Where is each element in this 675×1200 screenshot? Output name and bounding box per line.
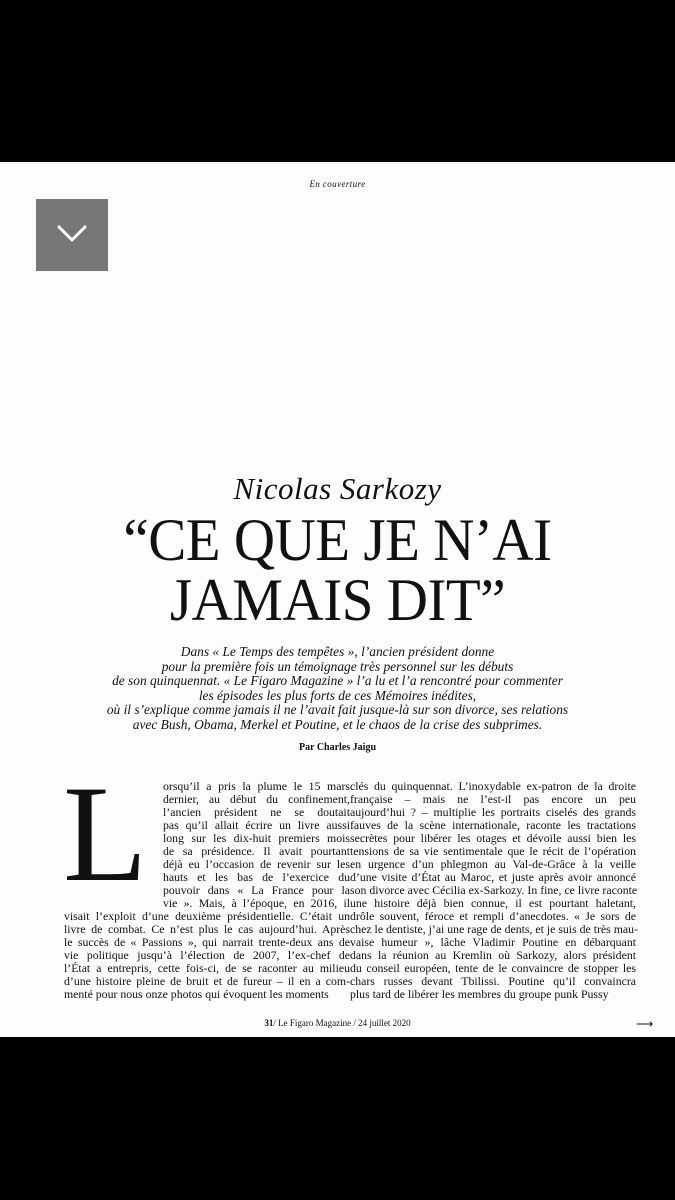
byline: Par Charles Jaigu (298, 742, 377, 753)
body-column-2 (350, 780, 636, 1001)
body-line: long sur les dix-huit premiers mois (163, 831, 350, 845)
body-line: chars russes devant Tbilissi. Poutine qu’il convaincra (350, 974, 636, 988)
body-line: l’ancien président ne se doutait (163, 805, 350, 819)
standfirst-line: de son quinquennat. « Le Figaro Magazine » l’a lu et l’a rencontré pour commenter (112, 673, 563, 689)
body-line: dans la réunion au Kremlin où Sarkozy, alors président (350, 948, 636, 962)
standfirst-line: Dans « Le Temps des tempêtes », l’ancien président donne (180, 644, 495, 659)
body-line: vie politique jusqu’à l’élection de 2007, l’ex-chef de (64, 948, 350, 962)
body-line: orsqu’il a pris la plume le 15 mars (163, 779, 350, 793)
body-line: plus tard de libérer les membres du groupe punk Pussy (350, 987, 609, 1001)
body-line: le succès de « Passions », qui narrait trente-deux ans de (64, 935, 350, 949)
page-number: 31 (264, 1018, 274, 1028)
body-line: drôle souvent, féroce et rempli d’anecdotes. « Je sors de (350, 909, 636, 923)
body-line: vie ». Mais, à l’époque, en 2016, il (163, 896, 350, 910)
drop-cap: L (63, 757, 148, 910)
body-line: son divorce avec Cécilia ex-Sarkozy. In fine, ce livre raconte (350, 883, 638, 897)
standfirst-line: pour la première fois un témoignage très personnel sur les débuts (161, 658, 514, 674)
standfirst-line: avec Bush, Obama, Merkel et Poutine, et le chaos de la crise des subprimes. (132, 716, 543, 732)
body-line: clés du quinquennat. L’inoxydable ex-patron de la droite (350, 779, 636, 793)
chevron-down-icon (57, 225, 87, 246)
standfirst-line: où il s’explique comme jamais il ne l’avait fait jusque-là sur son divorce, ses relations (106, 702, 569, 718)
body-line: française – mais ne l’est-il pas encore un peu (350, 792, 636, 806)
article-headline (17, 507, 658, 633)
body-line: vaise humeur », lâche Vladimir Poutine en débarquant (350, 935, 636, 949)
body-column-1 (64, 780, 350, 1001)
body-line: aujourd’hui ? – multiplie les portraits ciselés des grands (350, 805, 636, 819)
body-line: pouvoir dans « La France pour la (163, 883, 350, 897)
collapse-button[interactable] (36, 199, 108, 271)
headline-line: “CE QUE JE N’AI (123, 507, 552, 573)
body-line: dernier, au début du confinement, (163, 792, 350, 806)
standfirst-line: les épisodes les plus forts de ces Mémoires inédites, (198, 687, 477, 703)
article-standfirst (60, 645, 615, 733)
publication-info: / Le Figaro Magazine / 24 juillet 2020 (273, 1018, 411, 1028)
body-line: pas qu’il allait écrire un livre aussi (163, 818, 350, 832)
body-line: visait l’exploit d’une deuxième présidentielle. C’était un (64, 909, 350, 923)
body-line: fauves de la scène internationale, raconte les tractations (350, 818, 636, 832)
body-line: chez le dentiste, j’ai une rage de dents, et je suis de très mau- (350, 922, 638, 936)
body-line: tensions de sa vie sentimentale que le récit de l’opération (350, 844, 636, 858)
magazine-page (0, 162, 675, 1037)
body-line: livre de combat. Ce n’est plus le cas aujourd’hui. Après (64, 922, 350, 936)
article-subject: Nicolas Sarkozy (233, 471, 442, 506)
body-line: secrètes pour libérer les otages et dévoile aussi bien les (350, 831, 636, 845)
body-line: déjà eu l’occasion de revenir sur les (163, 857, 350, 871)
section-rubric: En couverture (309, 179, 366, 189)
body-line: menté pour nous onze photos qui évoquent les moments (64, 987, 329, 1001)
body-line: hauts et les bas de l’exercice du (163, 870, 350, 884)
page-footer (0, 1017, 675, 1031)
body-line: l’État a entrepris, cette fois-ci, de se raconter au milieu (64, 961, 350, 975)
body-line: d’une visite d’État au Maroc, et juste après avoir annoncé (350, 870, 636, 884)
body-line: du conseil européen, tente de le convaincre de stopper les (350, 961, 636, 975)
body-line: en urgence d’un phlegmon au Val-de-Grâce à la veille (350, 857, 636, 871)
headline-line: JAMAIS DIT” (169, 567, 506, 633)
continue-arrow-icon: ⟶ (636, 1017, 654, 1031)
body-line: une histoire déjà bien connue, il est pourtant haletant, (350, 896, 636, 910)
body-line: de sa présidence. Il avait pourtant (163, 844, 350, 858)
body-line: d’une histoire pleine de bruit et de fureur – il en a com- (64, 974, 350, 988)
